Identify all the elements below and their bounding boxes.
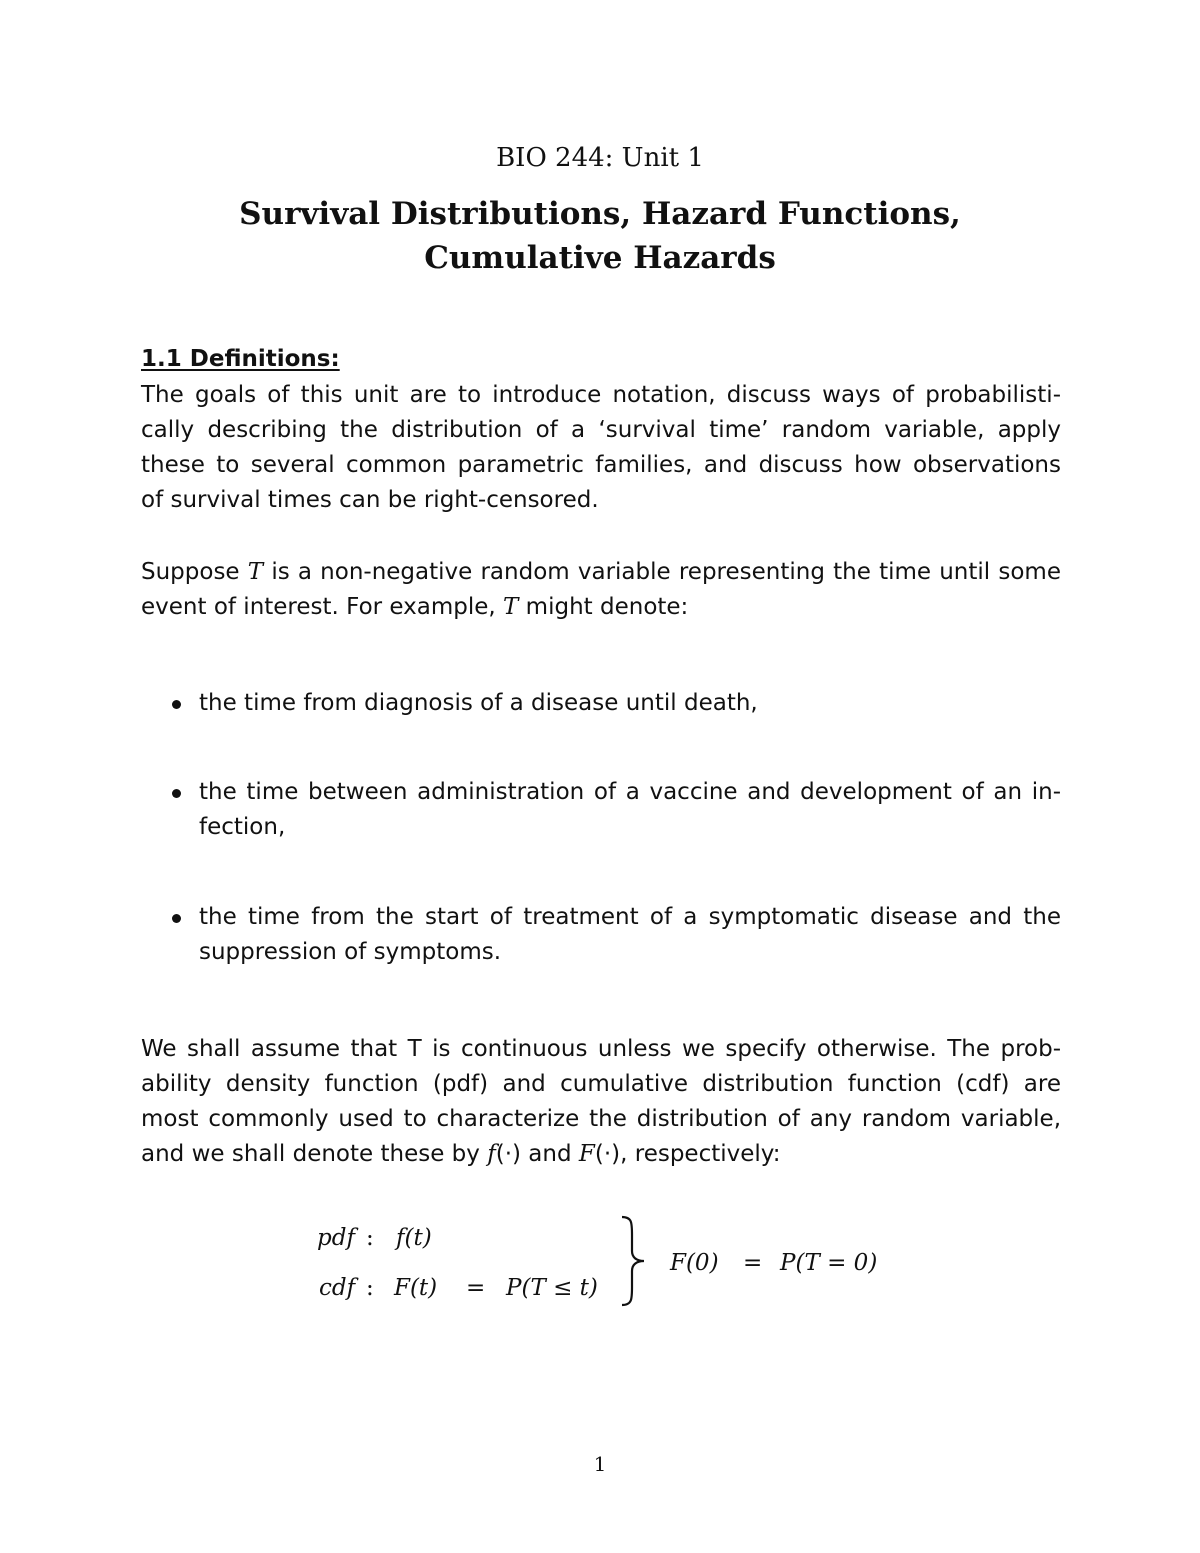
f-zero: F(0) [670, 1250, 719, 1276]
text-run: and we shall denote these by [141, 1141, 488, 1167]
cdf-label: cdf [319, 1275, 356, 1301]
list-item-line: fection, [199, 814, 286, 840]
variable-f: f [487, 1141, 496, 1167]
pdf-cdf-paragraph [141, 1032, 1061, 1172]
paragraph-line: We shall assume that T is continuous unless we specify otherwise. The prob- [141, 1036, 1061, 1062]
cdf-rhs: P(T ≤ t) [506, 1275, 598, 1301]
argument-dot: (·) [495, 1141, 521, 1167]
paragraph-line: cally describing the distribution of a ‘survival time’ random variable, apply [141, 417, 1061, 443]
colon: : [366, 1275, 374, 1301]
list-item-text [199, 900, 1061, 970]
paragraph-line: The goals of this unit are to introduce notation, discuss ways of probabilisti- [141, 382, 1061, 408]
variable-T: T [247, 559, 264, 585]
pdf-expression: f(t) [396, 1225, 432, 1251]
bullet-icon [172, 914, 181, 923]
text-run: event of interest. For example, [141, 594, 504, 620]
paragraph-line: most commonly used to characterize the distribution of any random variable, [141, 1106, 1061, 1132]
paragraph-line [141, 555, 1061, 590]
bullet-icon [172, 700, 181, 709]
document-title: Survival Distributions, Hazard Functions, Cumulative Hazards [239, 196, 961, 276]
course-code: BIO 244: Unit 1 [496, 143, 704, 173]
list-item-line: suppression of symptoms. [199, 939, 502, 965]
colon: : [366, 1225, 374, 1251]
list-item-line: the time from the start of treatment of a symptomatic disease and the [199, 904, 1061, 930]
text-run: , respectively: [620, 1141, 781, 1167]
equals-sign: = [743, 1250, 763, 1276]
paragraph-line [141, 590, 1061, 625]
list-item-line: the time between administration of a vaccine and development of an in- [199, 779, 1061, 805]
bullet-icon [172, 789, 181, 798]
list-item-text [199, 775, 1061, 845]
paragraph-line [141, 1137, 1061, 1172]
paragraph-line: these to several common parametric families, and discuss how observations [141, 452, 1061, 478]
list-item-text [199, 686, 1061, 721]
right-brace-icon [618, 1215, 648, 1307]
text-run: might denote: [518, 594, 689, 620]
probability-t-zero: P(T = 0) [780, 1250, 878, 1276]
paragraph-line: ability density function (pdf) and cumulative distribution function (cdf) are [141, 1071, 1061, 1097]
text-run: is a non-negative random variable representing the time until some [263, 559, 1061, 585]
text-run: Suppose [141, 559, 248, 585]
paragraph-line: of survival times can be right-censored. [141, 487, 599, 513]
intro-paragraph [141, 378, 1061, 518]
text-run: and [520, 1141, 579, 1167]
section-heading: 1.1 Definitions: [141, 346, 340, 372]
definition-paragraph [141, 555, 1061, 625]
variable-F: F [578, 1141, 595, 1167]
equals-sign: = [466, 1275, 486, 1301]
pdf-cdf-formula [300, 1215, 920, 1315]
list-item-line: the time from diagnosis of a disease until death, [199, 690, 758, 716]
page-number: 1 [593, 1452, 607, 1476]
cdf-expression: F(t) [394, 1275, 438, 1301]
argument-dot: (·) [594, 1141, 621, 1167]
pdf-label: pdf [317, 1225, 355, 1251]
variable-T: T [503, 594, 519, 620]
